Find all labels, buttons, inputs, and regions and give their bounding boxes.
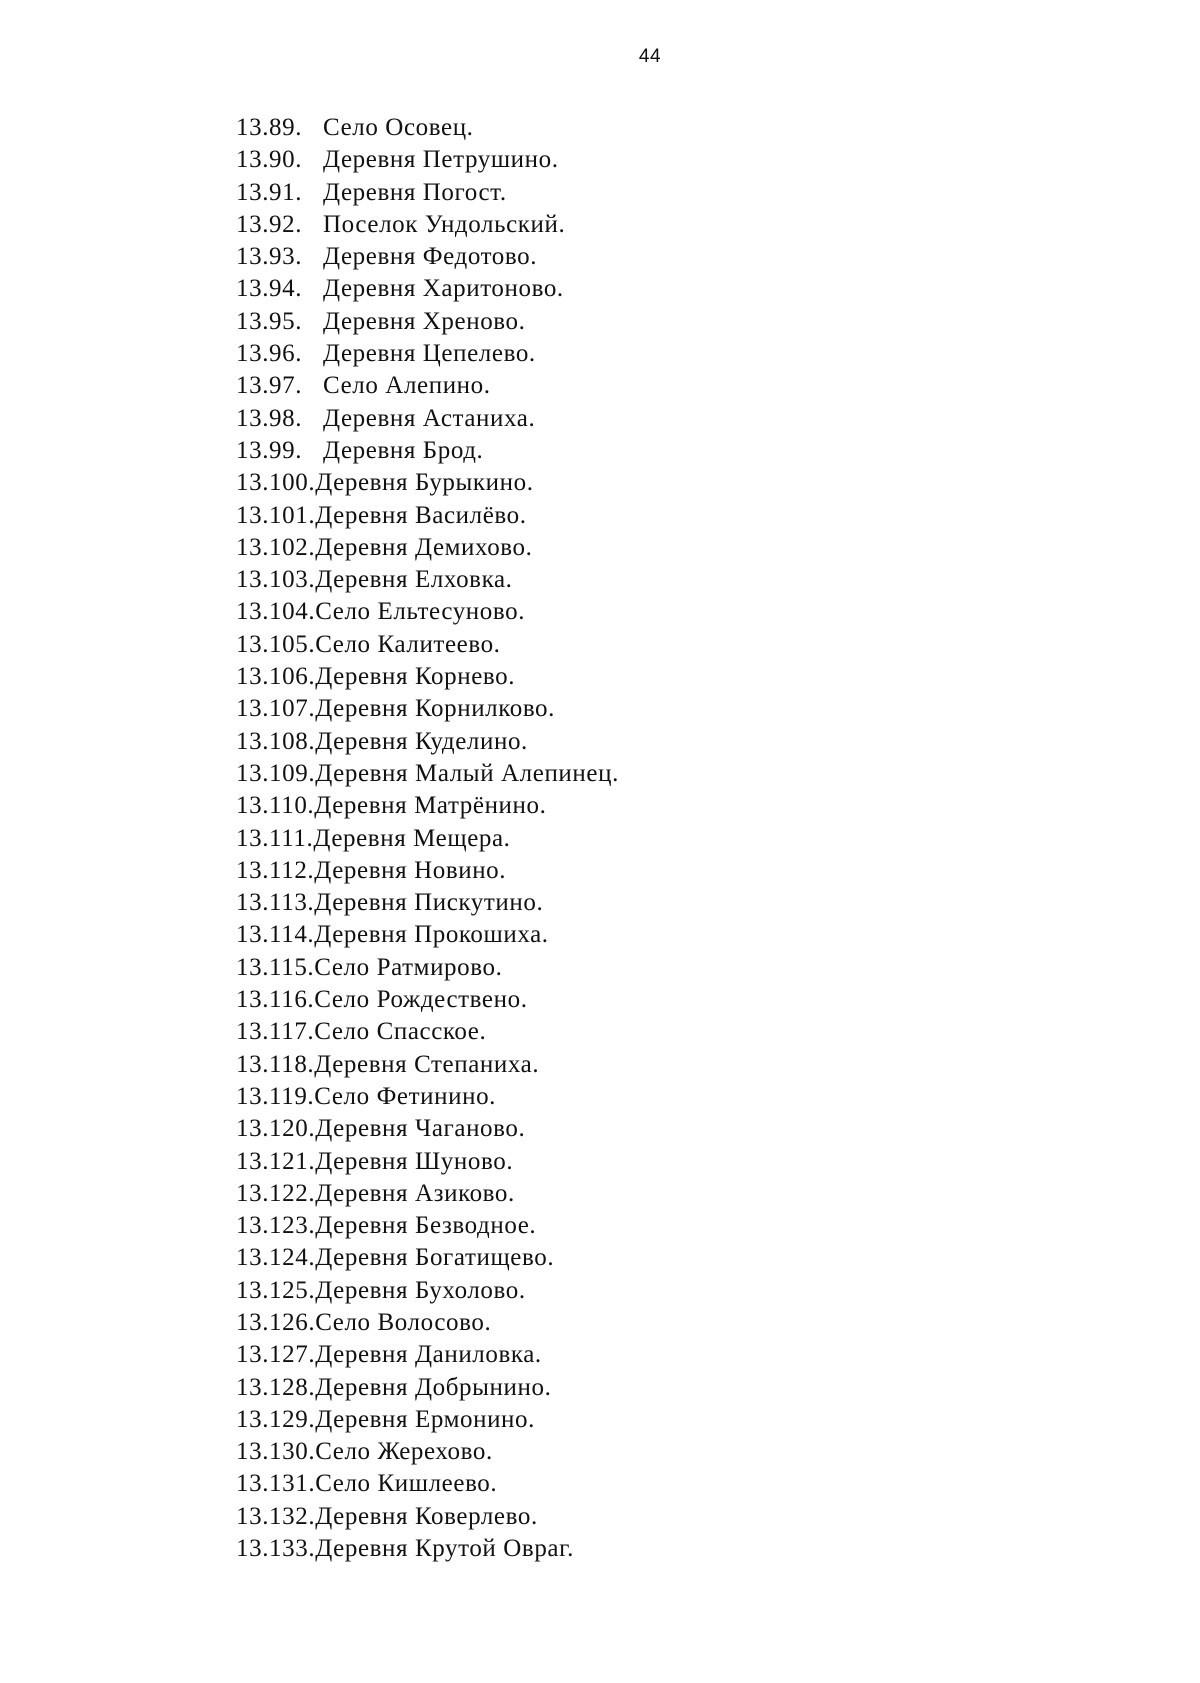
item-text: Деревня Пискутино. xyxy=(314,889,544,917)
list-item xyxy=(236,1404,619,1436)
item-number: 13.99. xyxy=(236,436,303,464)
list-item xyxy=(236,726,619,758)
item-text: Деревня Брод. xyxy=(323,436,484,464)
page-number: 44 xyxy=(638,46,662,67)
item-text: Поселок Ундольский. xyxy=(323,210,566,238)
item-number: 13.119. xyxy=(236,1082,315,1110)
item-number: 13.121. xyxy=(236,1147,316,1175)
list-item xyxy=(236,500,619,532)
item-text: Деревня Азиково. xyxy=(315,1179,515,1207)
item-number: 13.91. xyxy=(236,178,303,206)
item-number: 13.101. xyxy=(236,501,316,529)
settlement-list xyxy=(236,112,619,1565)
list-item xyxy=(236,209,619,241)
list-item xyxy=(236,661,619,693)
list-item xyxy=(236,1081,619,1113)
list-item xyxy=(236,984,619,1016)
item-text: Село Волосово. xyxy=(315,1308,492,1336)
list-item xyxy=(236,919,619,951)
item-text: Деревня Астаниха. xyxy=(323,404,536,432)
item-number: 13.117. xyxy=(236,1018,315,1046)
item-text: Деревня Малый Алепинец. xyxy=(315,759,619,787)
item-text: Село Кишлеево. xyxy=(315,1470,498,1498)
item-number: 13.112. xyxy=(236,856,315,884)
item-number: 13.94. xyxy=(236,275,303,303)
item-text: Деревня Погост. xyxy=(323,178,507,206)
item-number: 13.116. xyxy=(236,986,315,1014)
item-text: Деревня Петрушино. xyxy=(323,146,559,174)
item-text: Деревня Куделино. xyxy=(315,727,528,755)
list-item xyxy=(236,273,619,305)
item-text: Деревня Корнево. xyxy=(315,663,516,691)
list-item xyxy=(236,1468,619,1500)
list-item xyxy=(236,790,619,822)
item-text: Деревня Даниловка. xyxy=(315,1341,542,1369)
list-item xyxy=(236,1049,619,1081)
item-number: 13.92. xyxy=(236,210,303,238)
list-item xyxy=(236,1501,619,1533)
list-item xyxy=(236,112,619,144)
item-number: 13.98. xyxy=(236,404,303,432)
list-item xyxy=(236,1372,619,1404)
item-text: Деревня Новино. xyxy=(314,856,507,884)
item-text: Село Калитеево. xyxy=(315,630,501,658)
item-number: 13.106. xyxy=(236,663,316,691)
list-item xyxy=(236,241,619,273)
item-text: Деревня Елховка. xyxy=(315,566,513,594)
list-item xyxy=(236,370,619,402)
item-text: Деревня Шуново. xyxy=(315,1147,514,1175)
item-number: 13.89. xyxy=(236,114,303,141)
item-text: Село Рождествено. xyxy=(314,986,528,1014)
item-number: 13.102. xyxy=(236,533,316,561)
item-text: Деревня Безводное. xyxy=(315,1212,537,1240)
item-number: 13.132. xyxy=(236,1502,316,1530)
list-item xyxy=(236,823,619,855)
list-item xyxy=(236,467,619,499)
item-text: Деревня Прокошиха. xyxy=(314,921,549,949)
item-text: Деревня Демихово. xyxy=(315,533,533,561)
list-item xyxy=(236,435,619,467)
item-number: 13.107. xyxy=(236,695,316,723)
item-text: Деревня Мещера. xyxy=(313,824,511,852)
item-number: 13.93. xyxy=(236,243,303,271)
item-number: 13.109. xyxy=(236,759,316,787)
item-text: Деревня Бурыкино. xyxy=(315,469,534,497)
item-number: 13.123. xyxy=(236,1212,316,1240)
item-number: 13.113. xyxy=(236,889,315,917)
item-number: 13.129. xyxy=(236,1405,316,1433)
list-item xyxy=(236,596,619,628)
item-number: 13.114. xyxy=(236,921,315,949)
item-number: 13.104. xyxy=(236,598,316,626)
item-number: 13.110. xyxy=(236,792,315,820)
item-text: Село Осовец. xyxy=(323,114,474,141)
list-item xyxy=(236,144,619,176)
item-text: Деревня Коверлево. xyxy=(315,1502,538,1530)
list-item xyxy=(236,1533,619,1565)
list-item xyxy=(236,403,619,435)
item-text: Деревня Степаниха. xyxy=(314,1050,540,1078)
item-number: 13.118. xyxy=(236,1050,315,1078)
item-number: 13.95. xyxy=(236,307,303,335)
list-item xyxy=(236,564,619,596)
item-number: 13.133. xyxy=(236,1535,316,1563)
item-number: 13.124. xyxy=(236,1244,316,1272)
list-item xyxy=(236,1178,619,1210)
list-item xyxy=(236,855,619,887)
list-item xyxy=(236,1242,619,1274)
item-text: Деревня Федотово. xyxy=(323,243,538,271)
list-item xyxy=(236,1275,619,1307)
item-text: Деревня Цепелево. xyxy=(323,340,536,368)
list-item xyxy=(236,338,619,370)
item-number: 13.108. xyxy=(236,727,316,755)
item-text: Деревня Крутой Овраг. xyxy=(315,1535,574,1563)
item-text: Деревня Харитоново. xyxy=(323,275,564,303)
list-item xyxy=(236,629,619,661)
item-text: Деревня Хреново. xyxy=(323,307,526,335)
list-item xyxy=(236,1210,619,1242)
item-number: 13.128. xyxy=(236,1373,316,1401)
item-number: 13.127. xyxy=(236,1341,316,1369)
item-number: 13.90. xyxy=(236,146,303,174)
item-number: 13.96. xyxy=(236,340,303,368)
list-item xyxy=(236,177,619,209)
list-item xyxy=(236,532,619,564)
item-number: 13.103. xyxy=(236,566,316,594)
item-text: Село Жерехово. xyxy=(315,1438,493,1466)
item-text: Деревня Василёво. xyxy=(315,501,527,529)
item-number: 13.120. xyxy=(236,1115,316,1143)
item-text: Деревня Корнилково. xyxy=(315,695,556,723)
item-text: Село Ельтесуново. xyxy=(315,598,526,626)
item-number: 13.111. xyxy=(236,824,314,852)
item-text: Село Фетинино. xyxy=(314,1082,497,1110)
item-number: 13.125. xyxy=(236,1276,316,1304)
item-text: Село Спасское. xyxy=(314,1018,487,1046)
item-text: Деревня Матрёнино. xyxy=(314,792,547,820)
item-number: 13.115. xyxy=(236,953,315,981)
item-number: 13.122. xyxy=(236,1179,316,1207)
item-text: Село Ратмирово. xyxy=(314,953,503,981)
list-item xyxy=(236,1339,619,1371)
list-item xyxy=(236,1146,619,1178)
list-item xyxy=(236,1436,619,1468)
item-text: Деревня Чаганово. xyxy=(315,1115,526,1143)
item-number: 13.131. xyxy=(236,1470,316,1498)
list-item xyxy=(236,1016,619,1048)
item-number: 13.97. xyxy=(236,372,303,400)
item-number: 13.126. xyxy=(236,1308,316,1336)
item-number: 13.100. xyxy=(236,469,316,497)
list-item xyxy=(236,887,619,919)
list-item xyxy=(236,1113,619,1145)
list-item xyxy=(236,693,619,725)
item-text: Деревня Бухолово. xyxy=(315,1276,526,1304)
item-text: Село Алепино. xyxy=(323,372,491,400)
item-number: 13.105. xyxy=(236,630,316,658)
item-text: Деревня Ермонино. xyxy=(315,1405,535,1433)
item-text: Деревня Добрынино. xyxy=(315,1373,552,1401)
item-number: 13.130. xyxy=(236,1438,316,1466)
list-item xyxy=(236,306,619,338)
item-text: Деревня Богатищево. xyxy=(315,1244,555,1272)
list-item xyxy=(236,952,619,984)
list-item xyxy=(236,758,619,790)
list-item xyxy=(236,1307,619,1339)
